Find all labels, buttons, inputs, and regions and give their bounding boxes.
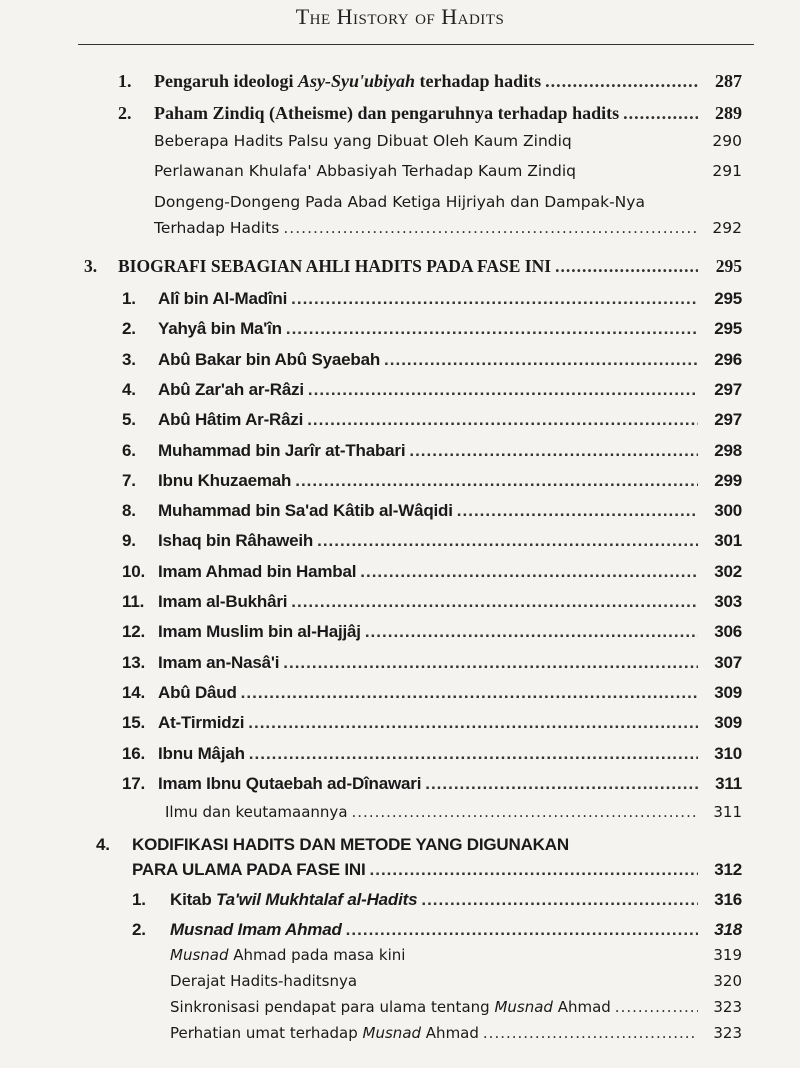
entry-number: 5.	[122, 410, 136, 429]
toc-entry[interactable]	[170, 1000, 742, 1015]
toc-entry[interactable]	[122, 472, 742, 489]
page-number: 311	[715, 774, 742, 793]
entry-number: 6.	[122, 441, 136, 460]
toc-entry[interactable]	[122, 745, 742, 762]
entry-title: PARA ULAMA PADA FASE INI	[132, 860, 366, 879]
toc-entry[interactable]	[118, 104, 742, 122]
entry-number: 9.	[122, 531, 136, 550]
entry-title: Abû Bakar bin Abû Syaebah	[158, 350, 381, 369]
entry-number: 1.	[122, 289, 136, 308]
page-number: 318	[714, 920, 742, 939]
dot-leader	[241, 684, 698, 701]
page-number: 311	[713, 803, 742, 821]
toc-entry[interactable]	[122, 684, 742, 701]
toc-entry[interactable]	[122, 381, 742, 398]
toc-entry[interactable]	[122, 563, 742, 580]
dot-leader	[409, 442, 698, 459]
entry-number: 17.	[122, 774, 146, 793]
entry-title: KODIFIKASI HADITS DAN METODE YANG DIGUNAKAN	[132, 835, 569, 854]
page-number: 295	[714, 319, 742, 338]
page-number: 296	[714, 350, 742, 369]
entry-number: 13.	[122, 653, 146, 672]
dot-leader	[249, 745, 698, 762]
page-number: 323	[713, 1024, 742, 1042]
entry-title: Muhammad bin Sa'ad Kâtib al-Wâqidi	[158, 501, 453, 520]
toc-entry[interactable]	[122, 532, 742, 549]
entry-number: 2.	[118, 103, 132, 123]
dot-leader	[615, 1000, 698, 1015]
entry-title: Imam Ibnu Qutaebah ad-Dînawari	[158, 774, 422, 793]
entry-number: 11.	[122, 592, 145, 611]
dot-leader	[317, 532, 698, 549]
entry-title: Abû Hâtim Ar-Râzi	[158, 410, 304, 429]
entry-title: Imam al-Bukhâri	[158, 592, 288, 611]
toc-entry[interactable]	[122, 623, 742, 640]
entry-title: Yahyâ bin Ma'în	[158, 319, 282, 338]
dot-leader	[555, 258, 698, 276]
dot-leader	[295, 472, 698, 489]
entry-title: Derajat Hadits-haditsnya	[170, 972, 358, 990]
page-number: 312	[714, 860, 742, 879]
entry-number: 8.	[122, 501, 136, 520]
toc-entry[interactable]	[122, 290, 742, 307]
entry-title: Ibnu Khuzaemah	[158, 471, 292, 490]
page-number: 290	[712, 132, 742, 150]
dot-leader	[291, 290, 698, 307]
entry-title: Perhatian umat terhadap Musnad Ahmad	[170, 1024, 479, 1042]
page-number: 307	[714, 653, 742, 672]
page-number: 306	[714, 622, 742, 641]
page-number: 287	[715, 71, 742, 91]
toc-entry[interactable]	[170, 974, 742, 989]
dot-leader	[360, 563, 698, 580]
entry-title: Paham Zindiq (Atheisme) dan pengaruhnya terhadap hadits	[154, 103, 620, 123]
entry-title: Musnad Ahmad pada masa kini	[170, 946, 406, 964]
entry-title: Kitab Ta'wil Mukhtalaf al-Hadits	[170, 890, 418, 909]
page-number: 299	[714, 471, 742, 490]
page-number: 310	[714, 744, 742, 763]
entry-title: Abû Dâud	[158, 683, 237, 702]
page-number: 298	[714, 441, 742, 460]
entry-title: Pengaruh ideologi Asy-Syu'ubiyah terhadap hadits	[154, 71, 542, 91]
entry-title: Imam Ahmad bin Hambal	[158, 562, 357, 581]
page-number: 297	[714, 380, 742, 399]
dot-leader	[421, 891, 698, 908]
dot-leader	[308, 381, 698, 398]
page-number: 309	[714, 713, 742, 732]
page-number: 300	[714, 501, 742, 520]
toc-entry[interactable]	[122, 775, 742, 792]
toc-section[interactable]	[132, 861, 742, 878]
dot-leader	[365, 623, 698, 640]
entry-title: Imam Muslim bin al-Hajjâj	[158, 622, 361, 641]
entry-title: Terhadap Hadits	[154, 219, 280, 237]
toc-entry[interactable]	[122, 320, 742, 337]
entry-number: 1.	[132, 890, 146, 909]
toc-entry[interactable]	[132, 921, 742, 938]
entry-title: Abû Zar'ah ar-Râzi	[158, 380, 304, 399]
page-number: 320	[713, 972, 742, 990]
entry-number: 2.	[122, 319, 136, 338]
dot-leader	[346, 921, 698, 938]
entry-title: Imam an-Nasâ'i	[158, 653, 280, 672]
header-rule	[78, 44, 754, 45]
entry-number: 10.	[122, 562, 146, 581]
entry-number: 2.	[132, 920, 146, 939]
entry-number: 12.	[122, 622, 146, 641]
toc-entry[interactable]	[118, 72, 742, 90]
dot-leader	[545, 72, 698, 90]
entry-title: Muhammad bin Jarîr at-Thabari	[158, 441, 406, 460]
entry-title: Alî bin Al-Madîni	[158, 289, 288, 308]
entry-title: Sinkronisasi pendapat para ulama tentang Musnad Ahmad	[170, 998, 611, 1016]
dot-leader	[307, 411, 698, 428]
toc-entry[interactable]	[122, 593, 742, 610]
dot-leader	[370, 861, 698, 878]
running-header: The History of Hadits	[295, 4, 505, 29]
dot-leader	[286, 320, 698, 337]
dot-leader	[483, 1026, 698, 1041]
toc-entry[interactable]	[170, 948, 742, 963]
page-number: 316	[714, 890, 742, 909]
toc-section-line1	[96, 836, 746, 853]
toc-entry[interactable]	[165, 805, 742, 820]
page-number: 309	[714, 683, 742, 702]
dot-leader	[291, 593, 698, 610]
toc-entry[interactable]	[122, 351, 742, 368]
entry-number: 15.	[122, 713, 146, 732]
entry-title: Ishaq bin Râhaweih	[158, 531, 314, 550]
dot-leader	[425, 775, 698, 792]
entry-title: BIOGRAFI SEBAGIAN AHLI HADITS PADA FASE INI	[118, 256, 552, 276]
page-number: 292	[712, 219, 742, 237]
page-number: 291	[712, 162, 742, 180]
entry-title: Perlawanan Khulafa' Abbasiyah Terhadap Kaum Zindiq	[154, 162, 576, 180]
toc-entry[interactable]	[122, 502, 742, 519]
dot-leader	[283, 221, 698, 237]
toc-entry[interactable]	[122, 411, 742, 428]
page-number: 295	[714, 289, 742, 308]
entry-title: Beberapa Hadits Palsu yang Dibuat Oleh Kaum Zindiq	[154, 132, 572, 150]
page-number: 323	[713, 998, 742, 1016]
toc-entry[interactable]	[122, 714, 742, 731]
dot-leader	[623, 104, 698, 122]
dot-leader	[457, 502, 698, 519]
toc-entry[interactable]	[170, 1026, 742, 1041]
entry-number: 14.	[122, 683, 146, 702]
page-number: 302	[714, 562, 742, 581]
toc-entry[interactable]	[122, 442, 742, 459]
dot-leader	[384, 351, 698, 368]
page-number: 295	[715, 256, 742, 276]
entry-title-line1: Dongeng-Dongeng Pada Abad Ketiga Hijriyah dan Dampak-Nya	[154, 193, 645, 211]
toc-entry[interactable]	[154, 164, 742, 180]
entry-title: At-Tirmidzi	[158, 713, 245, 732]
entry-title: Musnad Imam Ahmad	[170, 920, 342, 939]
toc-entry[interactable]	[154, 134, 742, 150]
page-number: 303	[714, 592, 742, 611]
dot-leader	[248, 714, 698, 731]
page-number: 297	[714, 410, 742, 429]
toc-entry[interactable]	[122, 654, 742, 671]
page-number: 301	[714, 531, 742, 550]
page-number: 319	[713, 946, 742, 964]
entry-title: Ilmu dan keutamaannya	[165, 803, 348, 821]
toc-entry[interactable]	[132, 891, 742, 908]
entry-number: 16.	[122, 744, 146, 763]
toc-entry[interactable]	[154, 221, 742, 237]
entry-number: 7.	[122, 471, 136, 490]
page-number: 289	[715, 103, 742, 123]
entry-title: Ibnu Mâjah	[158, 744, 245, 763]
entry-number: 3.	[84, 256, 98, 276]
toc-section[interactable]	[84, 258, 742, 276]
entry-number: 3.	[122, 350, 136, 369]
entry-number: 1.	[118, 71, 132, 91]
dot-leader	[352, 805, 698, 820]
dot-leader	[283, 654, 698, 671]
entry-number: 4.	[96, 835, 110, 854]
entry-number: 4.	[122, 380, 136, 399]
